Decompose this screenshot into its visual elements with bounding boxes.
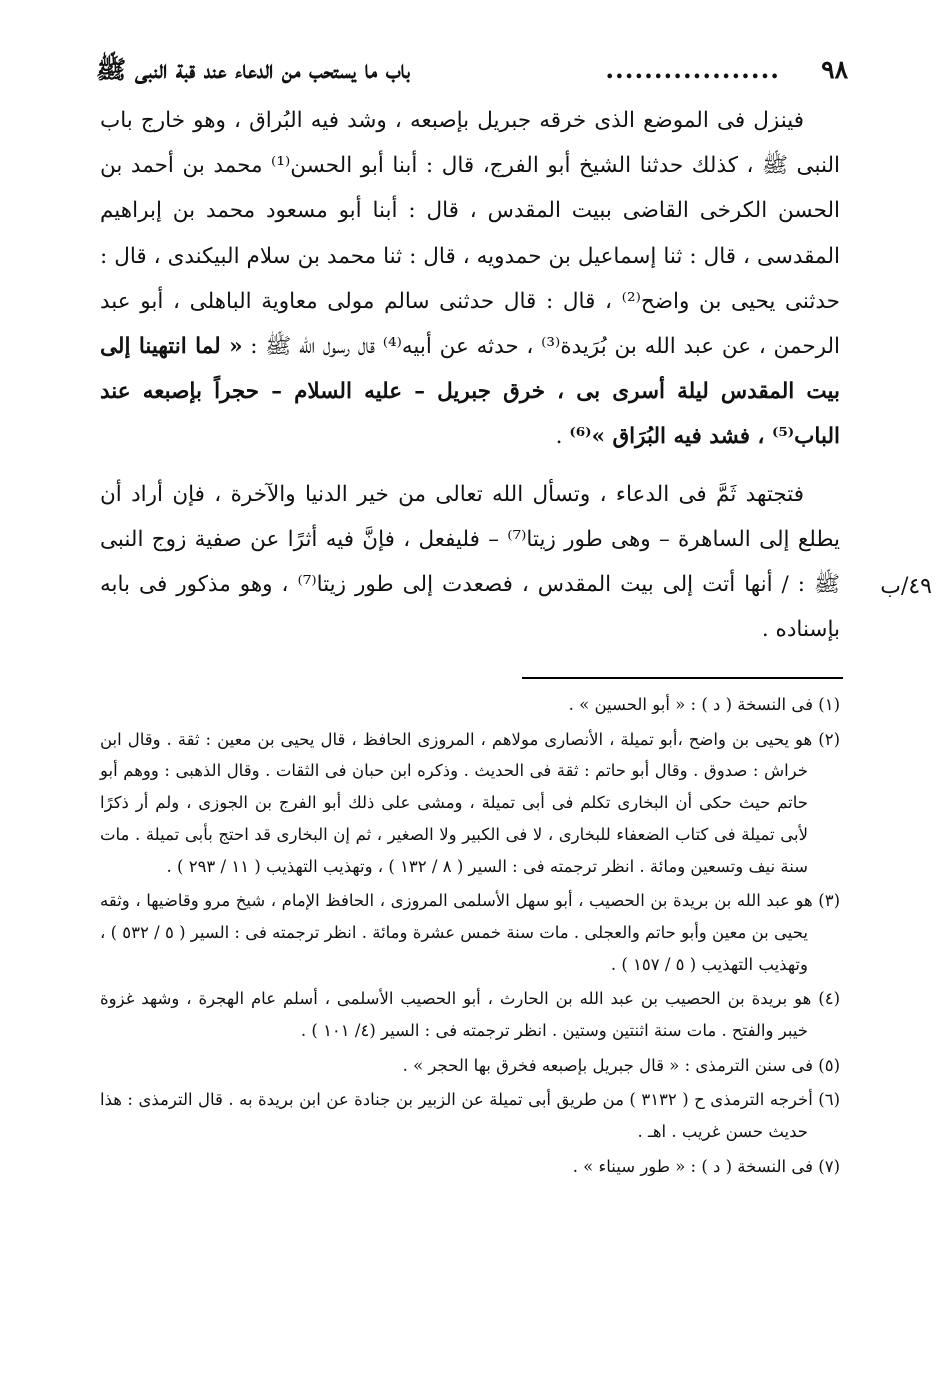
footnote-3: (٣) هو عبد الله بن بريدة بن الحصيب ، أبو سهل الأسلمى المروزى ، الحافظ الإمام ، شيخ مرو وقاضيها ، وثقه يحيى بن معين وأبو حاتم والعجلى . مات سنة خمس عشرة ومائة . انظر ترجمته فى : السير ( ٥ / ٥٣٢ ) ، وتهذيب التهذيب ( ٥ / ١٥٧ ) . xyxy=(100,891,840,974)
header-dots: .................. xyxy=(605,55,780,84)
footnotes xyxy=(100,689,840,1186)
footnote-7: (٧) فى النسخة ( د ) : « طور سيناء » . xyxy=(572,1156,840,1176)
paragraph-2: فتجتهد ثَمَّ فى الدعاء ، وتسأل الله تعالى من خير الدنيا والآخرة ، فإن أراد أن يطلع إلى الساهرة – وهى طور زيتا⁽⁷⁾ – فليفعل ، فإنَّ فيه أثرًا عن صفية زوج النبى ﷺ : / أنها أتت إلى بيت المقدس ، فصعدت إلى طور زيتا⁽⁷⁾ ، وهو مذكور فى بابه بإسناده . xyxy=(100,481,840,643)
footnote-6: (٦) أخرجه الترمذى ح ( ٣١٣٢ ) من طريق أبى تميلة عن الزبير بن جنادة عن ابن بريدة به . قال الترمذى : هذا حديث حسن غريب . اهـ . xyxy=(100,1090,841,1142)
footnote-1: (١) فى النسخة ( د ) : « أبو الحسين » . xyxy=(568,695,840,714)
footnote-2: (٢) هو يحيى بن واضح ،أبو تميلة ، الأنصارى مولاهم ، المروزى الحافظ ، قال يحيى بن معين : ثقة . وقال ابن خراش : صدوق . وقال أبو حاتم : ثقة فى الحديث . وذكره ابن حبان فى الثقات . وقال الذهبى : ووهم أبو حاتم حيث حكى أن البخارى تكلم فى أبى تميلة ، ومشى على ذلك أبو الفرج بن الجوزى ، ولم أر ذكرًا لأبى تميلة فى كتاب الضعفاء للبخارى ، لا فى الكبير ولا الصغير ، ثم إن البخارى قد احتج بأبى تميلة . مات سنة نيف وتسعين ومائة . انظر ترجمته فى : السير ( ٨ / ١٣٢ ) ، وتهذيب التهذيب ( ١١ / ٢٩٣ ) . xyxy=(100,729,840,876)
footnote-5: (٥) فى سنن الترمذى : « قال جبريل بإصبعه فخرق بها الحجر » . xyxy=(402,1055,840,1075)
paragraph-1 xyxy=(100,98,840,460)
footnote-separator xyxy=(522,677,843,679)
main-text xyxy=(100,98,840,652)
paragraph-1-text: فينزل فى الموضع الذى خرقه جبريل بإصبعه ، وشد فيه البُراق ، وهو خارج باب النبى ﷺ ، كذلك حدثنا الشيخ أبو الفرج، قال : أبنا أبو الحسن⁽¹⁾ محمد بن أحمد بن الحسن الكرخى القاضى ببيت المقدس ، قال : أبنا أبو مسعود محمد بن إبراهيم المقدسى ، قال : ثنا إسماعيل بن حمدويه ، قال : ثنا محمد بن سلام البيكندى ، قال : حدثنى يحيى بن واضح⁽²⁾ ، قال : قال حدثنى سالم مولى معاوية الباهلى ، أبو عبد الرحمن ، عن عبد الله بن بُرَيدة⁽³⁾ ، حدثه عن أبيه⁽⁴⁾ قال رسول الله ﷺ : xyxy=(100,108,841,360)
paragraph-1-end: . xyxy=(555,424,570,450)
running-header xyxy=(96,50,848,90)
page-number: ٩٨ xyxy=(821,55,848,84)
footnote-4: (٤) هو بريدة بن الحصيب بن عبد الله بن الحارث ، أبو الحصيب الأسلمى ، أسلم عام الهجرة ، وشهد غزوة خيبر والفتح . مات سنة اثنتين وستين . انظر ترجمته فى : السير (٤/ ١٠١ ) . xyxy=(100,989,840,1041)
chapter-title: باب ما يستحب من الدعاء عند قبة النبى ﷺ xyxy=(96,55,410,84)
hadith-quote: « لما انتهينا إلى بيت المقدس ليلة أسرى بى ، خرق جبريل – عليه السلام – حجراً بإصبعه عند الباب⁽⁵⁾ ، فشد فيه البُرَاق »⁽⁶⁾ xyxy=(100,334,840,450)
manuscript-folio-marker: ٤٩/ب xyxy=(880,574,932,599)
